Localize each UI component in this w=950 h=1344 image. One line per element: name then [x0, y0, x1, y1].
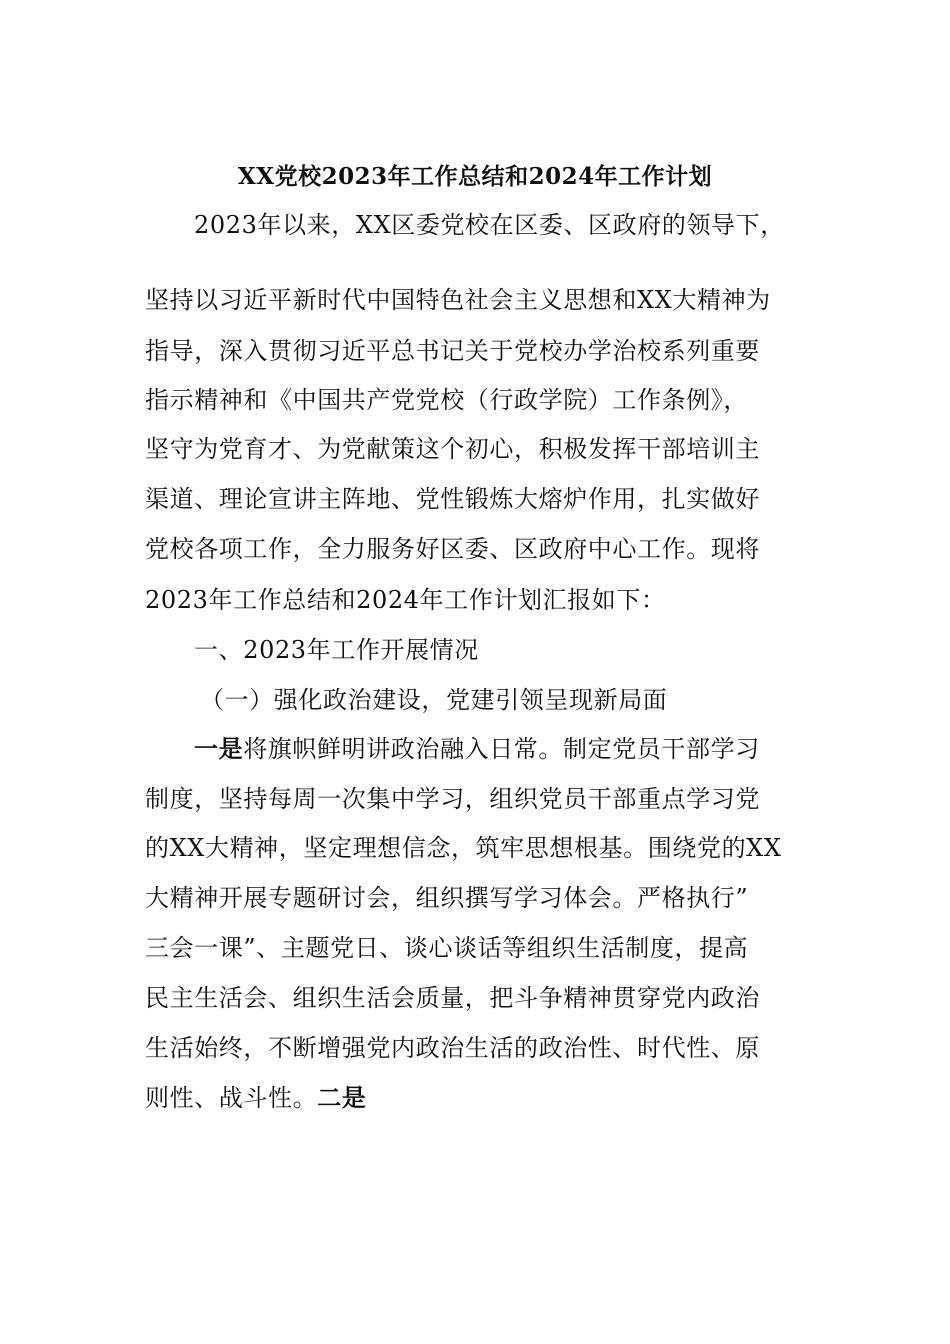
intro-line: 党校各项工作，全力服务好区委、区政府中心工作。现将 [145, 535, 760, 563]
intro-line: 渠道、理论宣讲主阵地、党性锻炼大熔炉作用，扎实做好 [145, 485, 760, 513]
intro-line: 指导，深入贯彻习近平总书记关于党校办学治校系列重要 [145, 337, 760, 365]
subsection-heading: （一）强化政治建设，党建引领呈现新局面 [200, 686, 668, 714]
paragraph-line: 生活始终，不断增强党内政治生活的政治性、时代性、原 [145, 1034, 760, 1062]
point-text: 则性、战斗性。 [145, 1084, 318, 1112]
intro-line: 坚守为党育才、为党献策这个初心，积极发挥干部培训主 [145, 435, 760, 463]
intro-line: 2023年工作总结和2024年工作计划汇报如下： [145, 586, 666, 614]
point-label: 一是 [194, 734, 244, 763]
intro-line: 坚持以习近平新时代中国特色社会主义思想和XX大精神为 [145, 286, 771, 314]
paragraph-line: 三会一课”、主题党日、谈心谈话等组织生活制度，提高 [145, 934, 749, 962]
point-label: 二是 [317, 1083, 367, 1112]
paragraph-line: 制度，坚持每周一次集中学习，组织党员干部重点学习党 [145, 785, 760, 813]
paragraph-line [194, 734, 760, 764]
intro-line: 指示精神和《中国共产党党校（行政学院）工作条例》， [145, 386, 748, 414]
intro-line: 2023年以来，XX区委党校在区委、区政府的领导下， [194, 211, 785, 239]
paragraph-line: 民主生活会、组织生活会质量，把斗争精神贯穿党内政治 [145, 984, 760, 1012]
paragraph-line: 的XX大精神，坚定理想信念，筑牢思想根基。围绕党的XX [145, 834, 782, 862]
section-heading: 一、2023年工作开展情况 [194, 636, 479, 664]
point-text: 将旗帜鲜明讲政治融入日常。制定党员干部学习 [243, 735, 760, 763]
document-title: XX党校2023年工作总结和2024年工作计划 [237, 163, 713, 190]
paragraph-line: 大精神开展专题研讨会，组织撰写学习体会。严格执行” [145, 884, 749, 912]
paragraph-line [145, 1083, 366, 1113]
